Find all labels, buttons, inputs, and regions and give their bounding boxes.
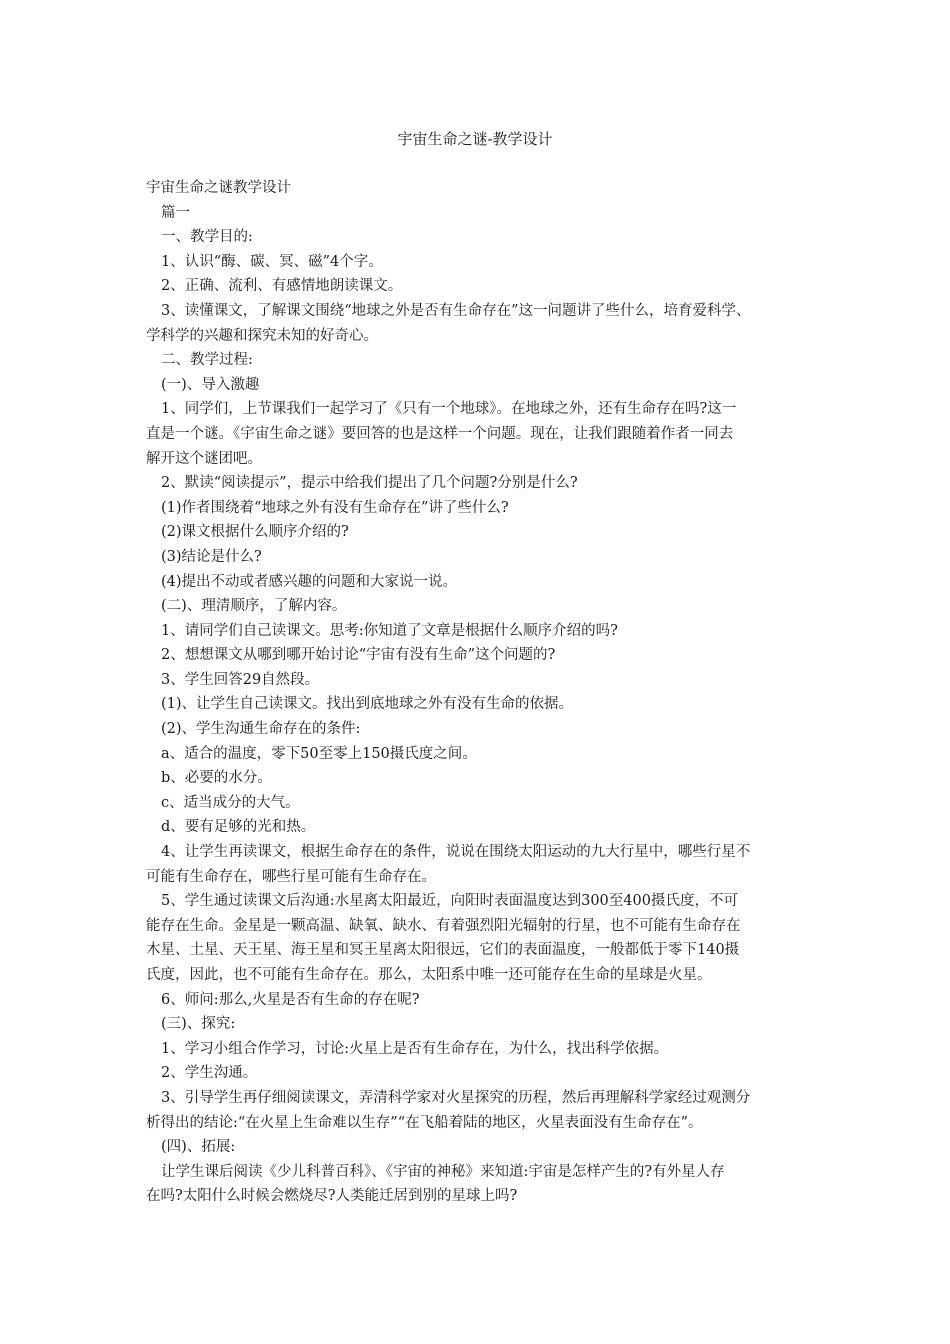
paragraph-line: 在吗?太阳什么时候会燃烧尽?人类能迁居到别的星球上吗? [146, 1188, 518, 1205]
list-item: b、必要的水分。 [161, 770, 272, 787]
heading: 二、教学过程: [161, 352, 253, 369]
document-body [146, 176, 818, 1209]
paragraph-line: 2、想想课文从哪到哪开始讨论“宇宙有没有生命”这个问题的? [161, 647, 556, 664]
paragraph-line: 氏度，因此，也不可能有生命存在。那么，太阳系中唯一还可能存在生命的星球是火星。 [146, 967, 712, 983]
paragraph-line: 让学生课后阅读《少儿科普百科》、《宇宙的神秘》来知道:宇宙是怎样产生的?有外星人存 [161, 1163, 725, 1180]
heading: (三)、探究: [161, 1016, 236, 1033]
paragraph-line: 4、让学生再读课文，根据生命存在的条件，说说在围绕太阳运动的九大行星中，哪些行星不 [161, 844, 751, 861]
paragraph-line: 2、正确、流利、有感情地朗读课文。 [161, 278, 403, 295]
paragraph-line: 5、学生通过读课文后沟通:水星离太阳最近，向阳时表面温度达到300至400摄氏度，不可 [161, 893, 738, 910]
list-item: (1)作者围绕着“地球之外有没有生命存在”讲了些什么? [161, 499, 509, 516]
heading: (四)、拓展: [161, 1139, 236, 1156]
paragraph-line: 可能有生命存在，哪些行星可能有生命存在。 [146, 868, 436, 885]
paragraph-line: 2、学生沟通。 [161, 1065, 258, 1082]
paragraph-line: 6、师问:那么,火星是否有生命的存在呢? [161, 991, 420, 1008]
paragraph-line: 3、读懂课文，了解课文围绕“地球之外是否有生命存在”这一问题讲了些什么，培育爱科学、 [161, 302, 751, 319]
heading: (一)、导入激趣 [161, 376, 260, 393]
list-item: (4)提出不动或者感兴趣的问题和大家说一说。 [161, 573, 458, 590]
subtitle: 宇宙生命之谜教学设计 [146, 180, 291, 196]
paragraph-line: 木星、土星、天王星、海王星和冥王星离太阳很远，它们的表面温度，一般都低于零下140摄 [146, 942, 740, 959]
list-item: c、适当成分的大气。 [161, 794, 300, 811]
paragraph-line: 能存在生命。金星是一颗高温、缺氧、缺水、有着强烈阳光辐射的行星，也不可能有生命存在 [146, 917, 741, 934]
section-label: 篇一 [161, 204, 190, 221]
paragraph-line: 3、学生回答29自然段。 [161, 671, 320, 688]
paragraph-line: 2、默读“阅读提示”，提示中给我们提出了几个问题?分别是什么? [161, 475, 578, 492]
document-title: 宇宙生命之谜-教学设计 [397, 130, 553, 148]
heading: 一、教学目的: [161, 229, 253, 246]
paragraph-line: 析得出的结论:“在火星上生命难以生存”“在飞船着陆的地区，火星表面没有生命存在”。 [146, 1114, 703, 1131]
paragraph-line: 1、同学们，上节课我们一起学习了《只有一个地球》。在地球之外，还有生命存在吗?这一 [161, 401, 737, 418]
list-item: (1)、让学生自己读课文。找出到底地球之外有没有生命的依据。 [161, 696, 574, 713]
list-item: (2)课文根据什么顺序介绍的? [161, 524, 349, 541]
paragraph-line: 解开这个谜团吧。 [146, 450, 262, 467]
list-item: (3)结论是什么? [161, 548, 262, 565]
list-item: (2)、学生沟通生命存在的条件: [161, 721, 361, 738]
paragraph-line: 1、学习小组合作学习，讨论:火星上是否有生命存在，为什么，找出科学依据。 [161, 1040, 669, 1057]
list-item: d、要有足够的光和热。 [161, 819, 316, 836]
paragraph-line: 3、引导学生再仔细阅读课文，弄清科学家对火星探究的历程，然后再理解科学家经过观测分 [161, 1089, 751, 1106]
paragraph-line: 直是一个谜。《宇宙生命之谜》要回答的也是这样一个问题。现在，让我们跟随着作者一同去 [146, 425, 734, 442]
paragraph-line: 1、请同学们自己读课文。思考:你知道了文章是根据什么顺序介绍的吗? [161, 622, 618, 639]
paragraph-line: 1、认识“酶、碳、冥、磁”4个字。 [161, 253, 383, 270]
list-item: a、适合的温度，零下50至零上150摄氏度之间。 [161, 745, 477, 762]
heading: (二)、理清顺序，了解内容。 [161, 598, 347, 615]
paragraph-line: 学科学的兴趣和探究未知的好奇心。 [146, 327, 378, 344]
